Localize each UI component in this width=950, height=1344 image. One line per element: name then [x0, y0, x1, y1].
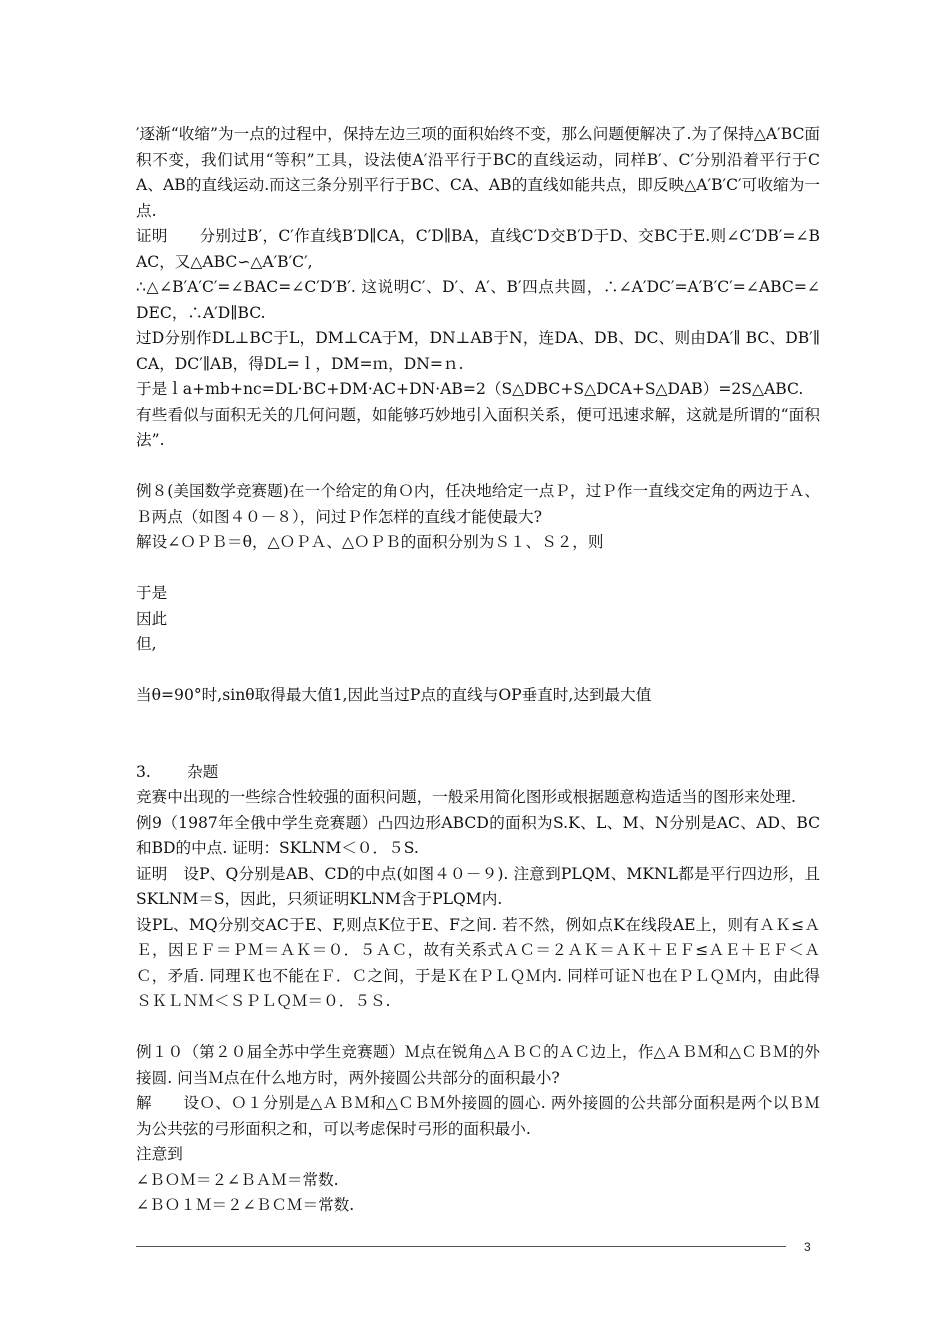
blank-line	[136, 658, 820, 684]
example-8-step-yinci: 因此	[136, 609, 168, 628]
paragraph-3: ∴△∠B′A′C′=∠BAC=∠C′D′B′. 这说明C′、D′、A′、B′四点共圆，∴∠A′DC′=A′B′C′=∠ABC=∠DEC，∴A′D∥BC.	[136, 278, 820, 322]
section-heading-3: 3. 杂题	[136, 762, 219, 781]
paragraph-1: ′逐渐“收缩”为一点的过程中，保持左边三项的面积始终不变，那么问题便解决了.为了保持△A′BC面积不变，我们试用“等积”工具，设法使A′沿平行于BC的直线运动，同样B′、C′分别沿着平行于CA、AB的直线运动.而这三条分别平行于BC、CA、AB的直线如能共点，即反映△A′B′C′可收缩为一点.	[136, 125, 820, 220]
example-8-step-dan: 但,	[136, 635, 157, 653]
example-10-question: 例１０（第２０届全苏中学生竞赛题）Ｍ点在锐角△ＡＢＣ的ＡＣ边上，作△ＡＢＭ和△ＣＢＭ的外接圆. 问当Ｍ点在什么地方时，两外接圆公共部分的面积最小?	[136, 1043, 820, 1087]
page-number: 3	[804, 1240, 811, 1254]
paragraph-4: 过D分别作DL⊥BC于L，DM⊥CA于M，DN⊥AB于N，连DA、DB、DC、则由DA′∥ BC、DB′∥CA，DC′∥AB，得DL=ｌ，DM=ｍ，DN=ｎ.	[136, 329, 820, 373]
example-8-solution: 解设∠ＯＰＢ＝θ，△ＯＰＡ、△ＯＰＢ的面积分别为Ｓ１、Ｓ２，则	[136, 533, 604, 551]
example-10-solution: 解 设Ｏ、Ｏ１分别是△ＡＢＭ和△ＣＢＭ外接圆的圆心. 两外接圆的公共部分面积是两个以ＢＭ为公共弦的弓形面积之和，可以考虑保时弓形的面积最小.	[136, 1094, 820, 1138]
example-9-proof: 证明 设P、Q分别是AB、CD的中点(如图４０－９). 注意到PLQM、MKNL都是平行四边形，且SKLNM＝S，因此，只须证明KLNM含于PLQM内.	[136, 864, 820, 908]
paragraph-6: 有些看似与面积无关的几何问题，如能够巧妙地引入面积关系，便可迅速求解，这就是所谓的“面积法”.	[136, 405, 820, 449]
example-10-formula-1: ∠ＢＯＭ＝２∠ＢＡＭ＝常数.	[136, 1170, 339, 1189]
example-8-conclusion: 当θ=90°时,sinθ取得最大值1,因此当过P点的直线与OP垂直时,达到最大值	[136, 686, 652, 704]
paragraph-5: 于是ｌa+mb+nc=DL·BC+DM·AC+DN·AB=2（S△DBC+S△DCA+S△DAB）=2S△ABC.	[136, 380, 804, 398]
page-body	[136, 122, 820, 1219]
example-8-step-yushi: 于是	[136, 584, 168, 602]
blank-line	[136, 1015, 820, 1041]
example-10-note: 注意到	[136, 1145, 183, 1163]
example-10-formula-2: ∠ＢＯ１Ｍ＝２∠ＢＣＭ＝常数.	[136, 1196, 355, 1214]
blank-line	[136, 709, 820, 735]
example-9-question: 例9（1987年全俄中学生竞赛题）凸四边形ABCD的面积为S.K、L、M、N分别是AC、AD、BC和BD的中点. 证明：SKLNM＜０．５S.	[136, 813, 820, 857]
footer-divider	[136, 1246, 786, 1247]
blank-line	[136, 734, 820, 760]
blank-line	[136, 556, 820, 582]
example-8-question: 例８(美国数学竞赛题)在一个给定的角Ｏ内，任决地给定一点Ｐ，过Ｐ作一直线交定角的两边于Ａ、Ｂ两点（如图４０－８），问过Ｐ作怎样的直线才能使最大?	[136, 482, 820, 526]
section-3-intro: 竞赛中出现的一些综合性较强的面积问题，一般采用简化图形或根据题意构造适当的图形来处理.	[136, 788, 796, 806]
paragraph-2: 证明 分别过B′，C′作直线B′D∥CA，C′D∥BA，直线C′D交B′D于D、交BC于E.则∠C′DB′=∠BAC，又△ABC∽△A′B′C′,	[136, 227, 820, 271]
blank-line	[136, 454, 820, 480]
example-9-proof-cont: 设PL、MQ分别交AC于E、F,则点K位于E、F之间. 若不然，例如点K在线段AE上，则有ＡＫ≤ＡＥ，因ＥＦ＝ＰＭ＝ＡＫ＝０．５ＡＣ，故有关系式ＡＣ＝２ＡＫ＝ＡＫ＋ＥＦ≤ＡＥ＋ＥＦ＜ＡＣ，矛盾. 同理Ｋ也不能在Ｆ．Ｃ之间，于是Ｋ在ＰＬＱＭ内. 同样可证Ｎ也在ＰＬＱＭ内，由此得ＳＫＬＮＭ＜ＳＰＬＱＭ＝０．５Ｓ.	[136, 915, 820, 1010]
